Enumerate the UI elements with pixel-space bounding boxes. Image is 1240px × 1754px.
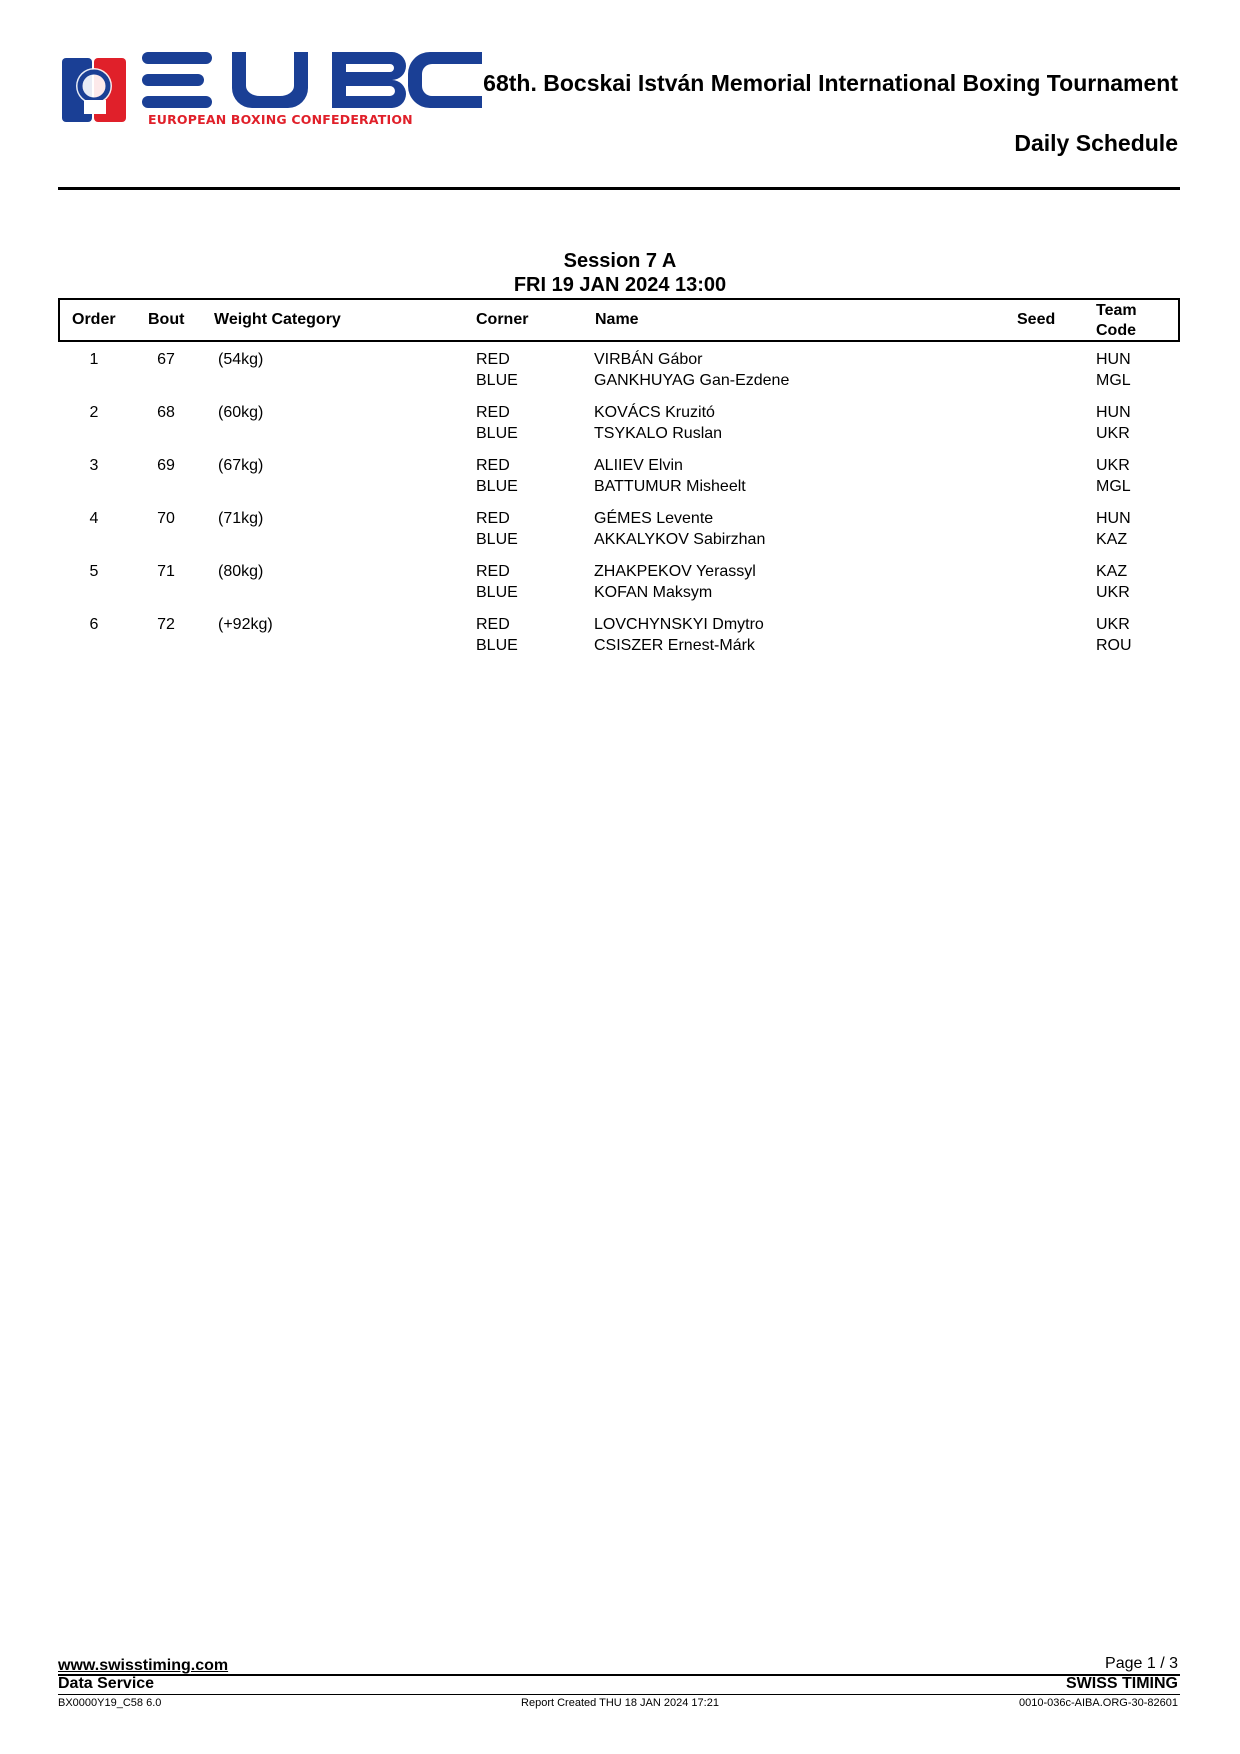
red-team-code: UKR	[1096, 616, 1130, 633]
blue-team-code: MGL	[1096, 372, 1131, 389]
blue-corner: BLUE	[476, 531, 518, 548]
weight-cell: (80kg)	[218, 563, 264, 580]
session-name: Session 7 A	[563, 250, 677, 272]
blue-corner: BLUE	[476, 478, 518, 495]
logo-subtitle: EUROPEAN BOXING CONFEDERATION	[148, 112, 413, 127]
weight-cell: (54kg)	[218, 351, 264, 368]
table-row	[58, 402, 1178, 452]
page-number: Page 1 / 3	[1105, 1655, 1178, 1672]
order-cell: 1	[89, 351, 99, 368]
footer-divider-thin	[58, 1694, 1180, 1695]
footer-divider	[58, 1674, 1180, 1676]
col-weight: Weight Category	[214, 311, 341, 328]
blue-team-code: KAZ	[1096, 531, 1128, 548]
red-boxer-name: LOVCHYNSKYI Dmytro	[594, 616, 764, 633]
session-datetime: FRI 19 JAN 2024 13:00	[513, 274, 727, 296]
red-corner: RED	[476, 404, 510, 421]
col-name: Name	[595, 311, 639, 328]
bout-cell: 70	[157, 510, 175, 527]
logo-wordmark	[142, 50, 482, 110]
tournament-title: 68th. Bocskai István Memorial International Boxing Tournament	[483, 70, 1178, 96]
table-row	[58, 561, 1178, 611]
blue-boxer-name: GANKHUYAG Gan-Ezdene	[594, 372, 790, 389]
order-cell: 3	[89, 457, 99, 474]
order-cell: 6	[89, 616, 99, 633]
red-team-code: UKR	[1096, 457, 1130, 474]
red-team-code: KAZ	[1096, 563, 1128, 580]
table-row	[58, 349, 1178, 399]
col-bout: Bout	[148, 311, 185, 328]
order-cell: 2	[89, 404, 99, 421]
blue-boxer-name: TSYKALO Ruslan	[594, 425, 723, 442]
blue-boxer-name: BATTUMUR Misheelt	[594, 478, 746, 495]
footer-data-service: Data Service	[58, 1675, 155, 1692]
header-divider	[58, 187, 1180, 190]
col-team-line2: Code	[1096, 322, 1136, 339]
report-created: Report Created THU 18 JAN 2024 17:21	[521, 1697, 719, 1709]
red-team-code: HUN	[1096, 510, 1131, 527]
blue-team-code: UKR	[1096, 425, 1130, 442]
table-row	[58, 614, 1178, 664]
table-header	[58, 298, 1180, 342]
blue-boxer-name: AKKALYKOV Sabirzhan	[594, 531, 766, 548]
blue-corner: BLUE	[476, 425, 518, 442]
col-seed: Seed	[1017, 311, 1056, 328]
weight-cell: (+92kg)	[218, 616, 273, 633]
blue-team-code: ROU	[1096, 637, 1132, 654]
eubc-logo	[60, 50, 485, 130]
red-boxer-name: ZHAKPEKOV Yerassyl	[594, 563, 756, 580]
weight-cell: (60kg)	[218, 404, 264, 421]
red-corner: RED	[476, 510, 510, 527]
red-boxer-name: ALIIEV Elvin	[594, 457, 683, 474]
bout-cell: 71	[157, 563, 175, 580]
report-code: BX0000Y19_C58 6.0	[58, 1697, 162, 1709]
blue-boxer-name: KOFAN Maksym	[594, 584, 713, 601]
red-boxer-name: VIRBÁN Gábor	[594, 351, 703, 368]
red-boxer-name: GÉMES Levente	[594, 510, 714, 527]
bout-cell: 72	[157, 616, 175, 633]
col-corner: Corner	[476, 311, 529, 328]
report-reference: 0010-036c-AIBA.ORG-30-82601	[1019, 1697, 1178, 1709]
order-cell: 4	[89, 510, 99, 527]
footer-swiss-timing: SWISS TIMING	[1066, 1675, 1178, 1692]
bout-cell: 69	[157, 457, 175, 474]
blue-corner: BLUE	[476, 372, 518, 389]
blue-corner: BLUE	[476, 637, 518, 654]
bout-cell: 68	[157, 404, 175, 421]
blue-boxer-name: CSISZER Ernest-Márk	[594, 637, 755, 654]
red-team-code: HUN	[1096, 351, 1131, 368]
red-corner: RED	[476, 563, 510, 580]
weight-cell: (71kg)	[218, 510, 264, 527]
blue-team-code: MGL	[1096, 478, 1131, 495]
blue-team-code: UKR	[1096, 584, 1130, 601]
red-corner: RED	[476, 616, 510, 633]
blue-corner: BLUE	[476, 584, 518, 601]
table-row	[58, 508, 1178, 558]
red-corner: RED	[476, 351, 510, 368]
weight-cell: (67kg)	[218, 457, 264, 474]
bout-cell: 67	[157, 351, 175, 368]
order-cell: 5	[89, 563, 99, 580]
col-team-code	[1096, 301, 1137, 341]
col-team-line1: Team	[1096, 302, 1137, 319]
table-row	[58, 455, 1178, 505]
red-boxer-name: KOVÁCS Kruzitó	[594, 404, 715, 421]
boxing-glove-icon	[60, 56, 128, 124]
red-team-code: HUN	[1096, 404, 1131, 421]
red-corner: RED	[476, 457, 510, 474]
footer-url-link[interactable]: www.swisstiming.com	[58, 1657, 229, 1674]
report-type: Daily Schedule	[1014, 130, 1178, 156]
col-order: Order	[72, 311, 116, 328]
